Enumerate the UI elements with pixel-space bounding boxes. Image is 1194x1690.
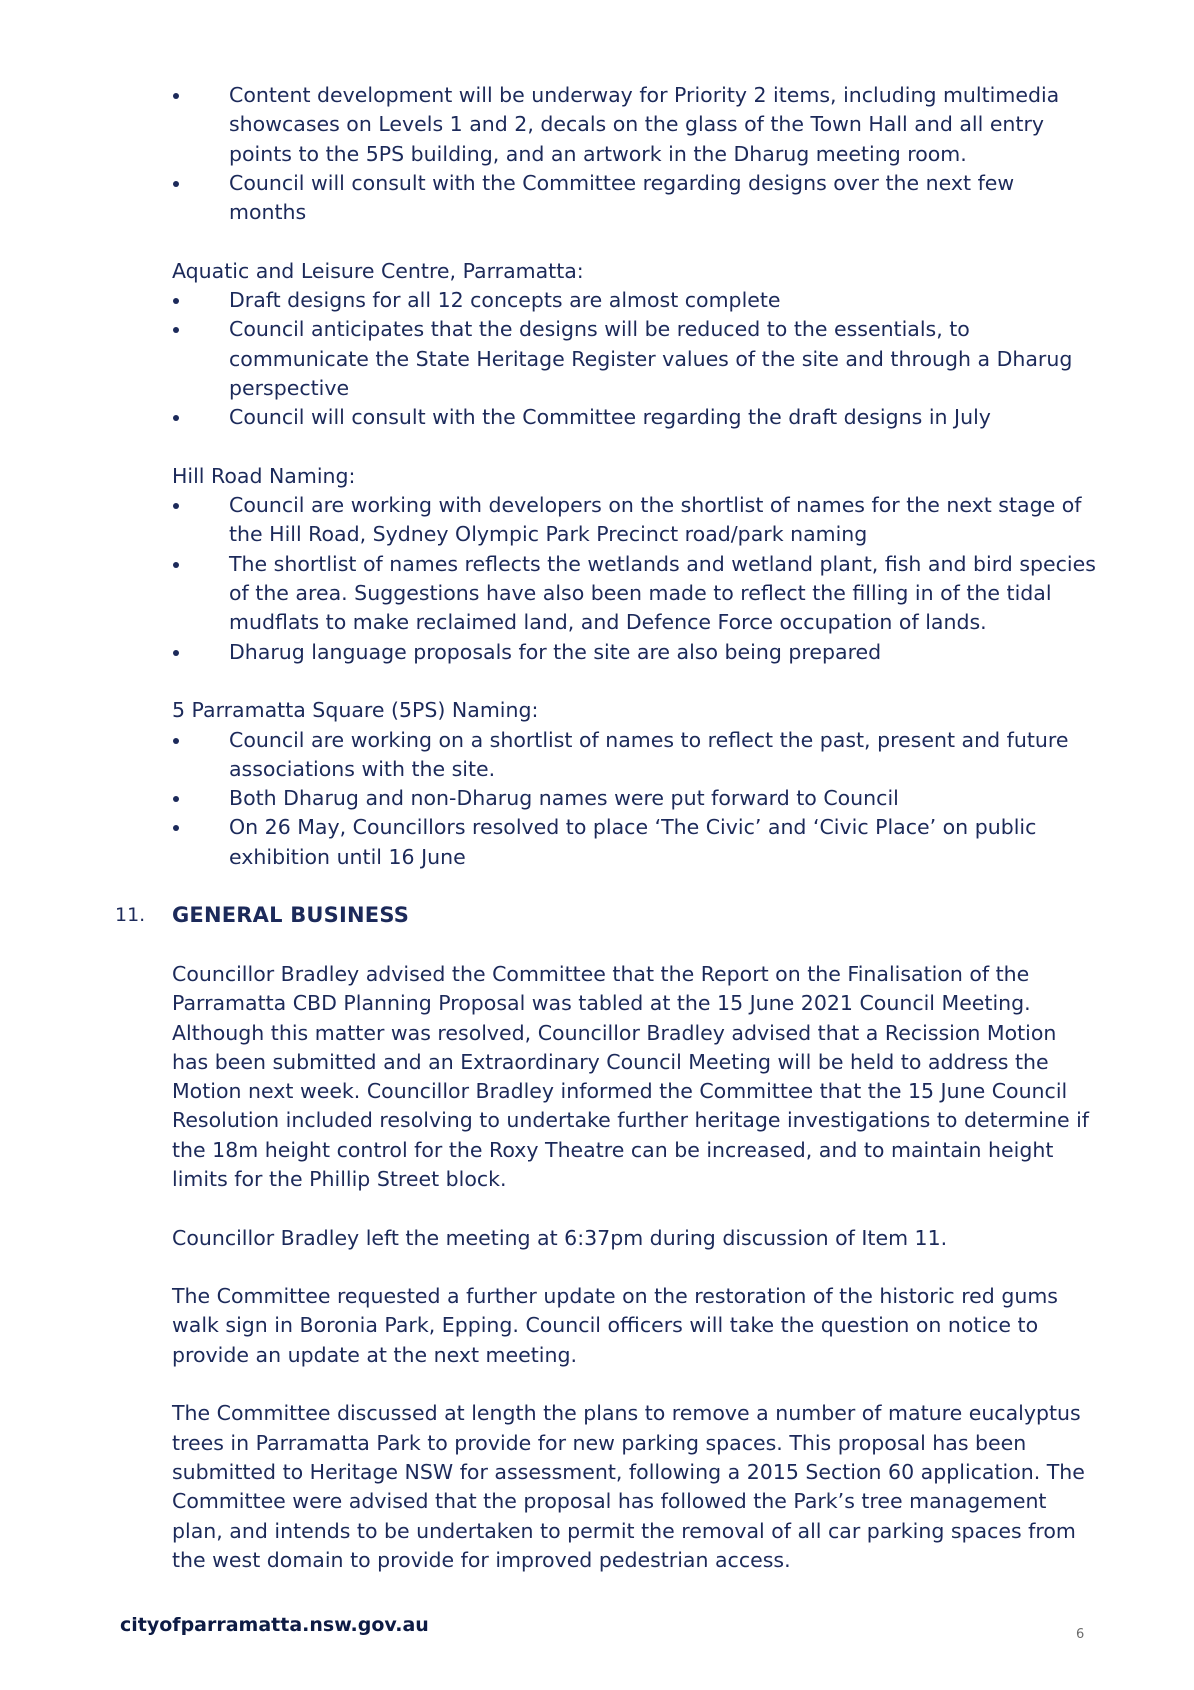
section-title: GENERAL BUSINESS (172, 903, 410, 928)
five-ps-list (172, 726, 1097, 872)
list-item: Council anticipates that the designs will be reduced to the essentials, to communicate the State Heritage Register values of the site and through a Dharug perspective (172, 315, 1097, 403)
footer-website: cityofparramatta.nsw.gov.au (120, 1614, 429, 1636)
list-item: Council will consult with the Committee regarding designs over the next few months (172, 169, 1097, 228)
hill-road-list (172, 491, 1097, 667)
content-column (115, 81, 1097, 1575)
paragraph: The Committee requested a further update on the restoration of the historic red gums walk sign in Boronia Park, Epping. Council officers will take the question on notice to provide an update at the next meeting. (172, 1284, 1058, 1367)
paragraph: Councillor Bradley advised the Committee that the Report on the Finalisation of the Parramatta CBD Planning Proposal was tabled at the 15 June 2021 Council Meeting. Although this matter was resolved, Councillor Bradley advised that a Recission Motion has been submitted and an Extraordinary Council Meeting will be held to address the Motion next week. Councillor Bradley informed the Committee that the 15 June Council Resolution included resolving to undertake further heritage investigations to determine if the 18m height control for the Roxy Theatre can be increased, and to maintain height limits for the Phillip Street block. (172, 961, 1090, 1191)
page-number: 6 (1076, 1627, 1085, 1642)
paragraph: Councillor Bradley left the meeting at 6:37pm during discussion of Item 11. (172, 1225, 948, 1250)
hill-road-heading: Hill Road Naming: (172, 463, 356, 488)
list-item: Council are working on a shortlist of names to reflect the past, present and future associations with the site. (172, 726, 1097, 785)
list-item: Draft designs for all 12 concepts are almost complete (172, 286, 1097, 315)
list-item: Council are working with developers on the shortlist of names for the next stage of the Hill Road, Sydney Olympic Park Precinct road/park naming (172, 491, 1097, 550)
list-item: Council will consult with the Committee regarding the draft designs in July (172, 403, 1097, 432)
list-item: Both Dharug and non-Dharug names were put forward to Council (172, 784, 1097, 813)
section-number: 11. (115, 904, 146, 927)
list-item: Dharug language proposals for the site are also being prepared (172, 638, 1097, 667)
aquatic-centre-heading: Aquatic and Leisure Centre, Parramatta: (172, 258, 584, 283)
paragraph: The Committee discussed at length the plans to remove a number of mature eucalyptus trees in Parramatta Park to provide for new parking spaces. This proposal has been submitted to Heritage NSW for assessment, following a 2015 Section 60 application. The Committee were advised that the proposal has followed the Park’s tree management plan, and intends to be undertaken to permit the removal of all car parking spaces from the west domain to provide for improved pedestrian access. (172, 1401, 1085, 1572)
list-item: The shortlist of names reflects the wetlands and wetland plant, fish and bird species of the area. Suggestions have also been made to reflect the filling in of the tidal mudflats to make reclaimed land, and Defence Force occupation of lands. (172, 550, 1097, 638)
list-item: On 26 May, Councillors resolved to place ‘The Civic’ and ‘Civic Place’ on public exhibition until 16 June (172, 813, 1097, 872)
aquatic-centre-list (172, 286, 1097, 432)
five-ps-heading: 5 Parramatta Square (5PS) Naming: (172, 698, 539, 723)
list-item: Content development will be underway for Priority 2 items, including multimedia showcases on Levels 1 and 2, decals on the glass of the Town Hall and all entry points to the 5PS building, and an artwork in the Dharug meeting room. (172, 81, 1097, 169)
section-heading (115, 901, 1097, 930)
priority-items-list (172, 81, 1097, 227)
